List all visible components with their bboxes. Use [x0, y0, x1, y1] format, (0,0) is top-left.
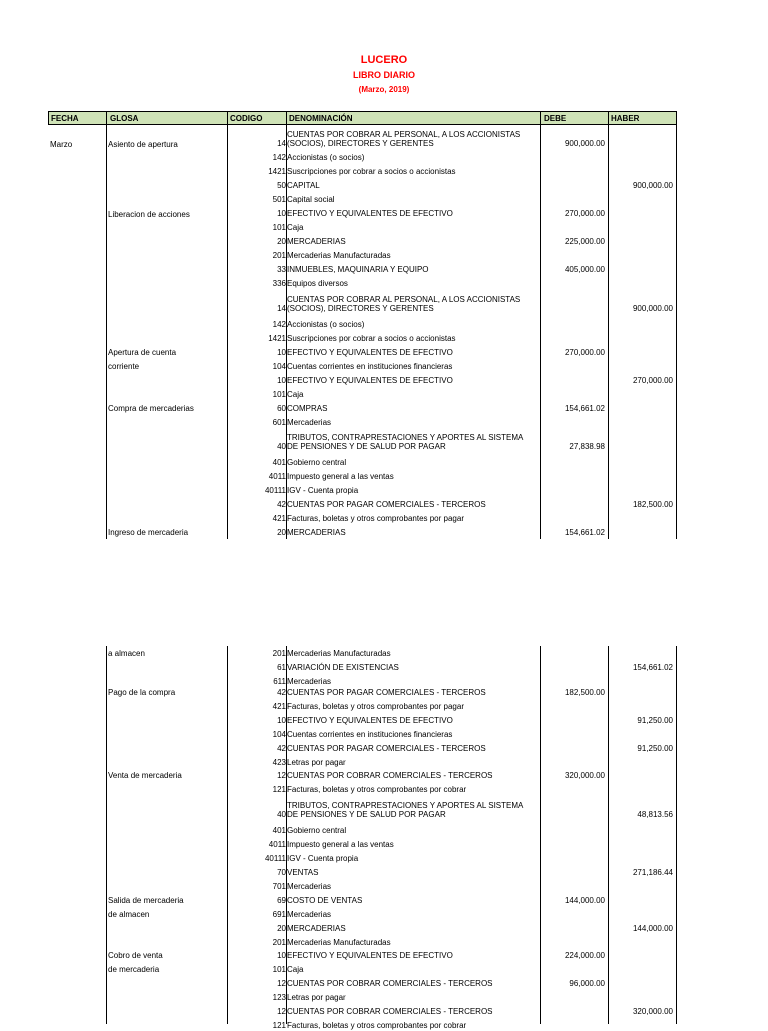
denominacion-cell: INMUEBLES, MAQUINARIA Y EQUIPO: [287, 265, 429, 274]
debe-cell: 270,000.00: [564, 209, 605, 218]
codigo-cell: 12: [277, 979, 286, 988]
denominacion-cell: Suscripciones por cobrar a socios o accionistas: [287, 334, 456, 343]
codigo-cell: 10: [277, 376, 286, 385]
codigo-cell: 42: [277, 500, 286, 509]
denominacion-cell: MERCADERIAS: [287, 528, 346, 537]
journal-table-page-1: [48, 111, 677, 539]
codigo-cell: 101: [272, 223, 286, 232]
haber-cell: 900,000.00: [632, 304, 673, 313]
codigo-cell: 501: [272, 195, 286, 204]
codigo-cell: 4011: [268, 472, 286, 481]
debe-cell: 144,000.00: [564, 896, 605, 905]
codigo-cell: 20: [277, 528, 286, 537]
column-divider: [227, 111, 228, 539]
denominacion-cell: Letras por pagar: [287, 758, 346, 767]
denominacion-cell: CUENTAS POR COBRAR AL PERSONAL, A LOS ACCIONISTAS: [287, 130, 521, 139]
haber-cell: 271,186.44: [632, 868, 673, 877]
denominacion-cell: Suscripciones por cobrar a socios o accionistas: [287, 167, 456, 176]
codigo-cell: 201: [272, 251, 286, 260]
column-divider: [608, 111, 609, 539]
codigo-cell: 14: [277, 304, 286, 313]
table-header: [48, 111, 677, 125]
denominacion-cell: CUENTAS POR PAGAR COMERCIALES - TERCEROS: [287, 744, 486, 753]
denominacion-cell: EFECTIVO Y EQUIVALENTES DE EFECTIVO: [287, 376, 453, 385]
column-divider: [540, 646, 541, 1024]
denominacion-cell: CUENTAS POR COBRAR COMERCIALES - TERCEROS: [287, 979, 493, 988]
denominacion-cell: DE PENSIONES Y DE SALUD POR PAGAR: [287, 810, 446, 819]
denominacion-cell: Mercaderias: [287, 882, 332, 891]
denominacion-cell: VARIACIÓN DE EXISTENCIAS: [287, 663, 399, 672]
denominacion-cell: Mercaderias Manufacturadas: [287, 251, 391, 260]
denominacion-cell: (SOCIOS), DIRECTORES Y GERENTES: [287, 304, 434, 313]
debe-cell: 154,661.02: [564, 404, 605, 413]
denominacion-cell: EFECTIVO Y EQUIVALENTES DE EFECTIVO: [287, 209, 453, 218]
debe-cell: 270,000.00: [564, 348, 605, 357]
denominacion-cell: TRIBUTOS, CONTRAPRESTACIONES Y APORTES AL SISTEMA: [287, 433, 524, 442]
codigo-cell: 60: [277, 404, 286, 413]
codigo-cell: 10: [277, 348, 286, 357]
denominacion-cell: CAPITAL: [287, 181, 320, 190]
glosa-cell: a almacen: [108, 649, 145, 658]
codigo-cell: 121: [272, 785, 286, 794]
haber-cell: 48,813.56: [637, 810, 673, 819]
codigo-cell: 42: [277, 744, 286, 753]
codigo-cell: 423: [272, 758, 286, 767]
codigo-cell: 121: [272, 1021, 286, 1030]
codigo-cell: 701: [272, 882, 286, 891]
denominacion-cell: Cuentas corrientes en instituciones financieras: [287, 362, 453, 371]
glosa-cell: Venta de mercaderia: [108, 771, 182, 780]
denominacion-cell: Accionistas (o socios): [287, 153, 365, 162]
header-haber: HABER: [611, 114, 640, 123]
codigo-cell: 33: [277, 265, 286, 274]
codigo-cell: 421: [272, 702, 286, 711]
denominacion-cell: Accionistas (o socios): [287, 320, 365, 329]
denominacion-cell: Facturas, boletas y otros comprobantes por cobrar: [287, 785, 467, 794]
codigo-cell: 142: [272, 153, 286, 162]
debe-cell: 900,000.00: [564, 139, 605, 148]
denominacion-cell: Impuesto general a las ventas: [287, 472, 394, 481]
period-label: (Marzo, 2019): [358, 85, 410, 94]
column-divider: [106, 111, 107, 539]
denominacion-cell: CUENTAS POR COBRAR COMERCIALES - TERCEROS: [287, 1007, 493, 1016]
glosa-cell: de mercaderia: [108, 965, 160, 974]
haber-cell: 91,250.00: [637, 744, 673, 753]
denominacion-cell: Gobierno central: [287, 826, 347, 835]
haber-cell: 144,000.00: [632, 924, 673, 933]
codigo-cell: 601: [272, 418, 286, 427]
header-debe: DEBE: [544, 114, 567, 123]
column-divider: [540, 111, 541, 539]
column-divider: [676, 646, 677, 1024]
glosa-cell: de almacen: [108, 910, 150, 919]
denominacion-cell: Gobierno central: [287, 458, 347, 467]
company-title: LUCERO: [360, 54, 408, 66]
codigo-cell: 40: [277, 810, 286, 819]
denominacion-cell: Caja: [287, 965, 304, 974]
denominacion-cell: EFECTIVO Y EQUIVALENTES DE EFECTIVO: [287, 951, 453, 960]
codigo-cell: 101: [272, 390, 286, 399]
denominacion-cell: MERCADERIAS: [287, 237, 346, 246]
codigo-cell: 20: [277, 237, 286, 246]
codigo-cell: 20: [277, 924, 286, 933]
codigo-cell: 40: [277, 442, 286, 451]
debe-cell: 320,000.00: [564, 771, 605, 780]
denominacion-cell: TRIBUTOS, CONTRAPRESTACIONES Y APORTES AL SISTEMA: [287, 801, 524, 810]
denominacion-cell: Facturas, boletas y otros comprobantes por cobrar: [287, 1021, 467, 1030]
denominacion-cell: Equipos diversos: [287, 279, 348, 288]
denominacion-cell: Letras por pagar: [287, 993, 346, 1002]
denominacion-cell: Mercaderias: [287, 677, 332, 686]
denominacion-cell: IGV - Cuenta propia: [287, 854, 359, 863]
denominacion-cell: VENTAS: [287, 868, 319, 877]
journal-table-page-2: [48, 646, 677, 1030]
codigo-cell: 69: [277, 896, 286, 905]
codigo-cell: 104: [272, 362, 286, 371]
denominacion-cell: Facturas, boletas y otros comprobantes por pagar: [287, 702, 464, 711]
denominacion-cell: Impuesto general a las ventas: [287, 840, 394, 849]
glosa-cell: Asiento de apertura: [108, 140, 178, 149]
column-divider: [106, 646, 107, 1024]
denominacion-cell: CUENTAS POR COBRAR AL PERSONAL, A LOS ACCIONISTAS: [287, 295, 521, 304]
codigo-cell: 101: [272, 965, 286, 974]
codigo-cell: 1421: [268, 167, 286, 176]
denominacion-cell: Capital social: [287, 195, 335, 204]
glosa-cell: Liberacion de acciones: [108, 210, 190, 219]
denominacion-cell: Caja: [287, 223, 304, 232]
denominacion-cell: EFECTIVO Y EQUIVALENTES DE EFECTIVO: [287, 348, 453, 357]
haber-cell: 91,250.00: [637, 716, 673, 725]
debe-cell: 96,000.00: [569, 979, 605, 988]
denominacion-cell: COSTO DE VENTAS: [287, 896, 363, 905]
denominacion-cell: Cuentas corrientes en instituciones financieras: [287, 730, 453, 739]
codigo-cell: 70: [277, 868, 286, 877]
denominacion-cell: MERCADERIAS: [287, 924, 346, 933]
codigo-cell: 611: [273, 677, 286, 686]
codigo-cell: 12: [277, 1007, 286, 1016]
haber-cell: 270,000.00: [632, 376, 673, 385]
codigo-cell: 1421: [268, 334, 286, 343]
denominacion-cell: CUENTAS POR COBRAR COMERCIALES - TERCEROS: [287, 771, 493, 780]
codigo-cell: 10: [277, 209, 286, 218]
glosa-cell: corriente: [108, 362, 140, 371]
codigo-cell: 336: [272, 279, 286, 288]
codigo-cell: 40111: [264, 486, 286, 495]
denominacion-cell: CUENTAS POR PAGAR COMERCIALES - TERCEROS: [287, 500, 486, 509]
glosa-cell: Compra de mercaderias: [108, 404, 194, 413]
codigo-cell: 40111: [264, 854, 286, 863]
header-glosa: GLOSA: [110, 114, 139, 123]
codigo-cell: 4011: [268, 840, 286, 849]
book-title: LIBRO DIARIO: [353, 70, 415, 80]
haber-cell: 900,000.00: [632, 181, 673, 190]
denominacion-cell: EFECTIVO Y EQUIVALENTES DE EFECTIVO: [287, 716, 453, 725]
codigo-cell: 42: [277, 688, 286, 697]
denominacion-cell: DE PENSIONES Y DE SALUD POR PAGAR: [287, 442, 446, 451]
debe-cell: 224,000.00: [564, 951, 605, 960]
debe-cell: 154,661.02: [564, 528, 605, 537]
column-divider: [676, 111, 677, 539]
codigo-cell: 61: [277, 663, 286, 672]
codigo-cell: 10: [277, 716, 286, 725]
codigo-cell: 142: [272, 320, 286, 329]
denominacion-cell: Mercaderias Manufacturadas: [287, 649, 391, 658]
glosa-cell: Salida de mercaderia: [108, 896, 184, 905]
codigo-cell: 201: [272, 938, 286, 947]
haber-cell: 154,661.02: [632, 663, 673, 672]
denominacion-cell: IGV - Cuenta propia: [287, 486, 359, 495]
codigo-cell: 14: [277, 139, 286, 148]
codigo-cell: 10: [277, 951, 286, 960]
debe-cell: 405,000.00: [564, 265, 605, 274]
header-fecha: FECHA: [51, 114, 79, 123]
codigo-cell: 50: [277, 181, 286, 190]
denominacion-cell: Mercaderias: [287, 910, 332, 919]
codigo-cell: 421: [272, 514, 286, 523]
codigo-cell: 691: [272, 910, 286, 919]
denominacion-cell: Mercaderias: [287, 418, 332, 427]
column-divider: [227, 646, 228, 1024]
header-codigo: CODIGO: [230, 114, 263, 123]
debe-cell: 225,000.00: [564, 237, 605, 246]
codigo-cell: 104: [272, 730, 286, 739]
denominacion-cell: COMPRAS: [287, 404, 328, 413]
denominacion-cell: (SOCIOS), DIRECTORES Y GERENTES: [287, 139, 434, 148]
codigo-cell: 12: [277, 771, 286, 780]
fecha-cell: Marzo: [50, 140, 73, 149]
denominacion-cell: Caja: [287, 390, 304, 399]
codigo-cell: 401: [272, 458, 286, 467]
glosa-cell: Apertura de cuenta: [108, 348, 177, 357]
glosa-cell: Ingreso de mercaderia: [108, 528, 189, 537]
codigo-cell: 123: [272, 993, 286, 1002]
column-divider: [608, 646, 609, 1024]
denominacion-cell: Facturas, boletas y otros comprobantes por pagar: [287, 514, 464, 523]
denominacion-cell: CUENTAS POR PAGAR COMERCIALES - TERCEROS: [287, 688, 486, 697]
codigo-cell: 201: [272, 649, 286, 658]
haber-cell: 320,000.00: [632, 1007, 673, 1016]
denominacion-cell: Mercaderias Manufacturadas: [287, 938, 391, 947]
header-denominacion: DENOMINACIÓN: [289, 114, 353, 123]
glosa-cell: Pago de la compra: [108, 688, 176, 697]
debe-cell: 27,838.98: [569, 442, 605, 451]
codigo-cell: 401: [272, 826, 286, 835]
haber-cell: 182,500.00: [632, 500, 673, 509]
debe-cell: 182,500.00: [564, 688, 605, 697]
glosa-cell: Cobro de venta: [108, 951, 163, 960]
